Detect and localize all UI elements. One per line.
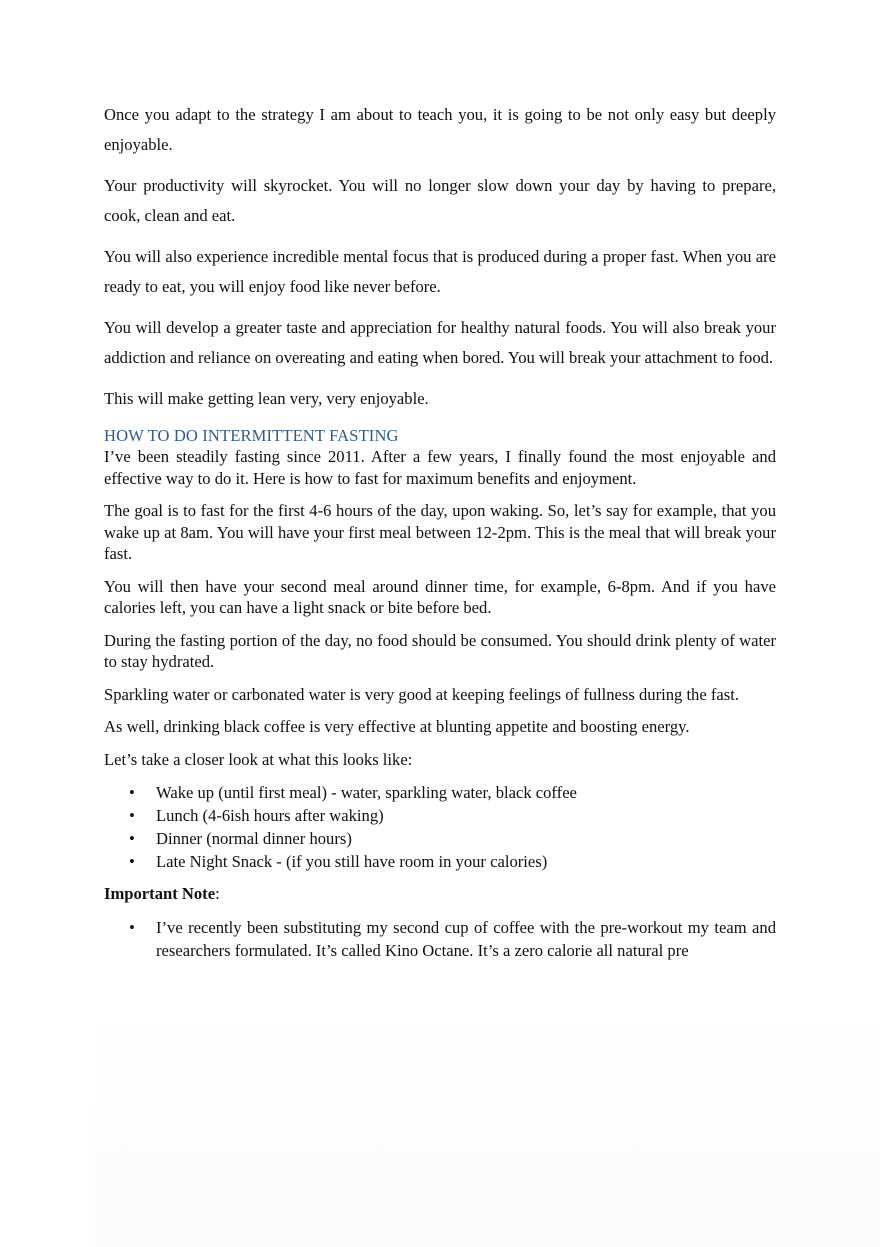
- list-item-text: Dinner (normal dinner hours): [156, 829, 352, 848]
- paragraph-sparkling-water: Sparkling water or carbonated water is very good at keeping feelings of fullness during the fast.: [104, 684, 739, 704]
- list-item: [104, 781, 776, 804]
- important-note-label: Important Note: [104, 884, 216, 903]
- section-heading: HOW TO DO INTERMITTENT FASTING: [104, 426, 399, 445]
- bullet-icon: •: [129, 852, 135, 871]
- list-item: [104, 850, 776, 873]
- paragraph-fasting-portion: During the fasting portion of the day, no food should be consumed. You should drink plenty of water to stay hydrated.: [104, 630, 776, 671]
- paragraph-mental-focus: You will also experience incredible mental focus that is produced during a proper fast. When you are ready to eat, you will enjoy food like never before.: [104, 247, 776, 296]
- list-item-text: Late Night Snack - (if you still have room in your calories): [156, 852, 548, 871]
- paragraph-goal: The goal is to fast for the first 4-6 hours of the day, upon waking. So, let’s say for example, that you wake up at 8am. You will have your first meal between 12-2pm. This is the meal that will break your fast.: [104, 501, 776, 563]
- paragraph-adapt: Once you adapt to the strategy I am about to teach you, it is going to be not only easy but deeply enjoyable.: [104, 105, 776, 154]
- list-item-text: I’ve recently been substituting my second cup of coffee with the pre-workout my team and researchers formulated. It’s called Kino Octane. It’s a zero calorie all natural pre: [156, 917, 776, 960]
- bullet-icon: •: [129, 783, 135, 802]
- note-list: [104, 916, 776, 962]
- paragraph-second-meal: You will then have your second meal around dinner time, for example, 6-8pm. And if you have calories left, you can have a light snack or bite before bed.: [104, 576, 776, 617]
- paragraph-since-2011: I’ve been steadily fasting since 2011. After a few years, I finally found the most enjoyable and effective way to do it. Here is how to fast for maximum benefits and enjoyment.: [104, 447, 776, 488]
- important-note-colon: :: [215, 884, 220, 903]
- paragraph-closer-look: Let’s take a closer look at what this looks like:: [104, 749, 413, 769]
- paragraph-taste: You will develop a greater taste and appreciation for healthy natural foods. You will also break your addiction and reliance on overeating and eating when bored. You will break your attachment to food.: [104, 318, 776, 367]
- page-content: [104, 100, 776, 972]
- bullet-icon: •: [129, 917, 135, 937]
- important-note-heading: [104, 883, 776, 905]
- page-bottom-shade: [95, 1010, 880, 1247]
- schedule-list: [104, 781, 776, 873]
- paragraph-productivity: Your productivity will skyrocket. You will no longer slow down your day by having to prepare, cook, clean and eat.: [104, 176, 776, 225]
- list-item: [104, 827, 776, 850]
- bullet-icon: •: [129, 806, 135, 825]
- list-item: [104, 916, 776, 962]
- list-item-text: Lunch (4-6ish hours after waking): [156, 806, 384, 825]
- bullet-icon: •: [129, 829, 135, 848]
- paragraph-lean: This will make getting lean very, very enjoyable.: [104, 389, 429, 408]
- list-item-text: Wake up (until first meal) - water, sparkling water, black coffee: [156, 783, 577, 802]
- paragraph-black-coffee: As well, drinking black coffee is very effective at blunting appetite and boosting energy.: [104, 717, 690, 736]
- list-item: [104, 804, 776, 827]
